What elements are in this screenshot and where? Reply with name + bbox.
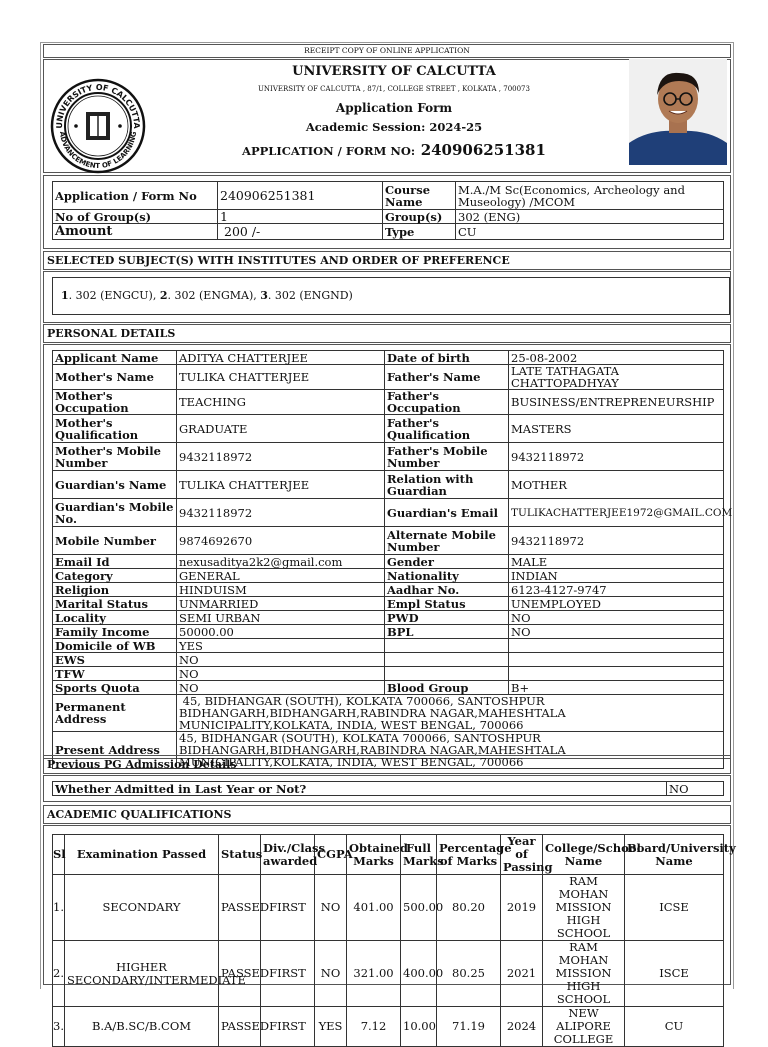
- form-number-label: APPLICATION / FORM NO:: [242, 144, 416, 158]
- field-value-right: LATE TATHAGATA CHATTOPADHYAY: [509, 365, 724, 390]
- academic-column-header: CGPA: [315, 835, 347, 875]
- group-value: 302 (ENG): [456, 210, 724, 224]
- field-label-right: Date of birth: [385, 351, 509, 365]
- field-label-right: Father's Qualification: [385, 415, 509, 443]
- academic-cell: SECONDARY: [65, 875, 219, 941]
- academic-column-header: Examination Passed: [65, 835, 219, 875]
- field-value-left: NO: [177, 667, 385, 681]
- receipt-page: [40, 42, 736, 1046]
- field-value-left: TULIKA CHATTERJEE: [177, 471, 385, 499]
- personal-row: [53, 625, 724, 639]
- academic-cell: 2019: [501, 875, 543, 941]
- field-value-left: SEMI URBAN: [177, 611, 385, 625]
- field-value-right: [509, 653, 724, 667]
- personal-row: [53, 351, 724, 365]
- field-label-left: EWS: [53, 653, 177, 667]
- header-text: [164, 64, 624, 159]
- academic-cell: FIRST: [261, 875, 315, 941]
- field-value-left: TULIKA CHATTERJEE: [177, 365, 385, 390]
- prev-pg-block: [43, 775, 731, 802]
- university-address: UNIVERSITY OF CALCUTTA , 87/1, COLLEGE STREET , KOLKATA , 700073: [258, 85, 530, 93]
- academic-row: [53, 1007, 724, 1047]
- course-label: Course Name: [383, 182, 456, 210]
- academic-table: [52, 834, 736, 1047]
- field-label-right: Father's Name: [385, 365, 509, 390]
- prev-pg-answer: NO: [667, 782, 724, 796]
- field-label-right: Alternate Mobile Number: [385, 527, 509, 555]
- field-value-left: GRADUATE: [177, 415, 385, 443]
- field-label-right: Nationality: [385, 569, 509, 583]
- subjects-list: [52, 277, 730, 315]
- personal-row: [53, 471, 724, 499]
- field-value-right: [509, 639, 724, 653]
- groups-count-label: No of Group(s): [53, 210, 218, 224]
- personal-row: [53, 555, 724, 569]
- personal-row: [53, 569, 724, 583]
- field-label-left: Marital Status: [53, 597, 177, 611]
- app-no-label: Application / Form No: [53, 182, 218, 210]
- academic-cell: YES: [315, 1007, 347, 1047]
- field-label-left: Applicant Name: [53, 351, 177, 365]
- academic-header-row: [53, 835, 724, 875]
- field-value-left: HINDUISM: [177, 583, 385, 597]
- academic-column-header: College/School Name: [543, 835, 625, 875]
- applicant-photo: [629, 59, 727, 165]
- academic-row: [53, 941, 724, 1007]
- field-value-right: UNEMPLOYED: [509, 597, 724, 611]
- receipt-caption: RECEIPT COPY OF ONLINE APPLICATION: [304, 46, 470, 55]
- personal-row: [53, 639, 724, 653]
- pref-1-subject: . 302 (ENGCU),: [68, 289, 160, 302]
- field-value-right: TULIKACHATTERJEE1972@GMAIL.COM: [509, 499, 724, 527]
- field-value-left: ADITYA CHATTERJEE: [177, 351, 385, 365]
- amount-label: Amount: [53, 224, 218, 240]
- academic-column-header: Year of Passing: [501, 835, 543, 875]
- present-address-label: Present Address: [53, 732, 177, 769]
- personal-row: [53, 499, 724, 527]
- personal-row: [53, 681, 724, 695]
- academic-cell: 10.00: [401, 1007, 437, 1047]
- field-value-left: nexusaditya2k2@gmail.com: [177, 555, 385, 569]
- permanent-address-label: Permanent Address: [53, 695, 177, 732]
- academic-cell: PASSED: [219, 1007, 261, 1047]
- field-label-left: Guardian's Name: [53, 471, 177, 499]
- pref-3-number: 3: [260, 289, 268, 302]
- academic-cell: 321.00: [347, 941, 401, 1007]
- pref-3-subject: . 302 (ENGND): [267, 289, 353, 302]
- academic-cell: RAM MOHAN MISSION HIGH SCHOOL: [543, 941, 625, 1007]
- field-label-right: [385, 653, 509, 667]
- field-label-right: Aadhar No.: [385, 583, 509, 597]
- personal-row: [53, 443, 724, 471]
- academic-cell: 71.19: [437, 1007, 501, 1047]
- field-label-left: Mother's Name: [53, 365, 177, 390]
- field-label-left: Family Income: [53, 625, 177, 639]
- app-no-value: 240906251381: [218, 182, 383, 210]
- svg-text:ADVANCEMENT OF LEARNING: ADVANCEMENT OF LEARNING: [57, 131, 139, 171]
- field-value-right: INDIAN: [509, 569, 724, 583]
- university-seal: [50, 78, 146, 174]
- field-label-left: Sports Quota: [53, 681, 177, 695]
- applicant-photo-image: [629, 59, 727, 165]
- personal-rows: [53, 350, 733, 769]
- personal-row: [53, 365, 724, 390]
- field-label-left: Domicile of WB: [53, 639, 177, 653]
- prev-pg-heading: Previous PG Admission Details: [47, 758, 237, 771]
- pref-1-number: 1: [61, 289, 69, 302]
- field-label-right: Blood Group: [385, 681, 509, 695]
- academic-column-header: Status: [219, 835, 261, 875]
- field-value-left: GENERAL: [177, 569, 385, 583]
- academic-cell: PASSED: [219, 875, 261, 941]
- academic-cell: 400.00: [401, 941, 437, 1007]
- personal-row: [53, 653, 724, 667]
- academic-cell: 3.: [53, 1007, 65, 1047]
- field-value-left: UNMARRIED: [177, 597, 385, 611]
- form-title: Application Form: [335, 101, 453, 115]
- academic-cell: NO: [315, 941, 347, 1007]
- field-value-right: MALE: [509, 555, 724, 569]
- academic-heading: ACADEMIC QUALIFICATIONS: [47, 808, 232, 821]
- academic-row: [53, 875, 724, 941]
- field-value-right: 25-08-2002: [509, 351, 724, 365]
- field-value-left: YES: [177, 639, 385, 653]
- prev-pg-question: Whether Admitted in Last Year or Not?: [53, 782, 667, 796]
- field-label-left: Mobile Number: [53, 527, 177, 555]
- personal-row: [53, 667, 724, 681]
- university-name: UNIVERSITY OF CALCUTTA: [292, 64, 496, 79]
- field-label-right: Father's Occupation: [385, 390, 509, 415]
- subjects-heading: SELECTED SUBJECT(S) WITH INSTITUTES AND ORDER OF PREFERENCE: [47, 254, 510, 267]
- academic-cell: 401.00: [347, 875, 401, 941]
- university-seal-icon: [50, 78, 146, 174]
- academic-cell: 7.12: [347, 1007, 401, 1047]
- field-value-right: NO: [509, 611, 724, 625]
- pref-2-subject: . 302 (ENGMA),: [167, 289, 261, 302]
- field-value-left: 50000.00: [177, 625, 385, 639]
- academic-cell: ISCE: [625, 941, 724, 1007]
- field-label-left: Category: [53, 569, 177, 583]
- type-value: CU: [456, 224, 724, 240]
- academic-rows: [53, 875, 724, 1047]
- field-value-right: [509, 667, 724, 681]
- field-value-right: MOTHER: [509, 471, 724, 499]
- summary-table: [52, 181, 724, 240]
- personal-heading: PERSONAL DETAILS: [47, 327, 176, 340]
- academic-cell: RAM MOHAN MISSION HIGH SCHOOL: [543, 875, 625, 941]
- personal-row: [53, 597, 724, 611]
- field-value-right: 6123-4127-9747: [509, 583, 724, 597]
- field-label-left: Guardian's Mobile No.: [53, 499, 177, 527]
- academic-cell: 2024: [501, 1007, 543, 1047]
- summary-block: [43, 175, 731, 249]
- academic-cell: PASSED: [219, 941, 261, 1007]
- personal-row: [53, 390, 724, 415]
- field-value-left: 9432118972: [177, 443, 385, 471]
- field-label-right: BPL: [385, 625, 509, 639]
- prev-pg-table: [52, 781, 724, 796]
- academic-cell: 1.: [53, 875, 65, 941]
- field-value-right: 9432118972: [509, 443, 724, 471]
- prev-pg-heading-bar: [43, 755, 731, 774]
- field-value-left: 9432118972: [177, 499, 385, 527]
- field-label-right: [385, 639, 509, 653]
- academic-cell: 2021: [501, 941, 543, 1007]
- field-label-left: Mother's Occupation: [53, 390, 177, 415]
- field-label-right: [385, 667, 509, 681]
- field-label-left: Religion: [53, 583, 177, 597]
- permanent-address-row: [53, 695, 724, 732]
- field-label-right: Gender: [385, 555, 509, 569]
- group-label: Group(s): [383, 210, 456, 224]
- academic-cell: NEW ALIPORE COLLEGE: [543, 1007, 625, 1047]
- course-value: M.A./M Sc(Economics, Archeology and Museology) /MCOM: [456, 182, 724, 210]
- field-value-right: NO: [509, 625, 724, 639]
- header-block: [43, 59, 731, 173]
- personal-table: [52, 350, 733, 769]
- academic-cell: 2.: [53, 941, 65, 1007]
- field-value-left: 9874692670: [177, 527, 385, 555]
- academic-block: [43, 825, 736, 1046]
- present-address-value: 45, BIDHANGAR (SOUTH), KOLKATA 700066, SANTOSHPUR BIDHANGARH,BIDHANGARH,RABINDRA NAGAR,MAHESHTALA MUNICIPALITY,KOLKATA, INDIA, WEST BENGAL, 700066: [177, 732, 724, 769]
- academic-cell: FIRST: [261, 1007, 315, 1047]
- field-label-left: Locality: [53, 611, 177, 625]
- academic-session: Academic Session: 2024-25: [305, 120, 483, 134]
- groups-count-value: 1: [218, 210, 383, 224]
- permanent-address-value: 45, BIDHANGAR (SOUTH), KOLKATA 700066, SANTOSHPUR BIDHANGARH,BIDHANGARH,RABINDRA NAGAR,MAHESHTALA MUNICIPALITY,KOLKATA, INDIA, WEST BENGAL, 700066: [177, 695, 724, 732]
- personal-heading-bar: [43, 324, 731, 343]
- field-value-left: NO: [177, 653, 385, 667]
- academic-column-header: Sl: [53, 835, 65, 875]
- field-label-right: Father's Mobile Number: [385, 443, 509, 471]
- academic-column-header: Obtained Marks: [347, 835, 401, 875]
- form-number-line: [164, 140, 624, 159]
- academic-cell: CU: [625, 1007, 724, 1047]
- field-value-right: 9432118972: [509, 527, 724, 555]
- academic-cell: 500.00: [401, 875, 437, 941]
- field-value-left: TEACHING: [177, 390, 385, 415]
- svg-text:UNIVERSITY OF CALCUTTA: UNIVERSITY OF CALCUTTA: [54, 82, 142, 129]
- academic-cell: ICSE: [625, 875, 724, 941]
- field-label-left: Email Id: [53, 555, 177, 569]
- personal-row: [53, 611, 724, 625]
- field-value-right: BUSINESS/ENTREPRENEURSHIP: [509, 390, 724, 415]
- subjects-heading-bar: [43, 251, 731, 270]
- field-value-right: B+: [509, 681, 724, 695]
- academic-column-header: Div./Class awarded: [261, 835, 315, 875]
- academic-column-header: Full Marks: [401, 835, 437, 875]
- academic-cell: 80.25: [437, 941, 501, 1007]
- subjects-block: [43, 271, 731, 323]
- personal-row: [53, 415, 724, 443]
- field-label-left: Mother's Mobile Number: [53, 443, 177, 471]
- type-label: Type: [383, 224, 456, 240]
- academic-column-header: Board/University Name: [625, 835, 724, 875]
- academic-cell: HIGHER SECONDARY/INTERMEDIATE: [65, 941, 219, 1007]
- amount-value: 200 /-: [218, 224, 383, 240]
- academic-cell: NO: [315, 875, 347, 941]
- academic-heading-bar: [43, 805, 731, 824]
- field-value-right: MASTERS: [509, 415, 724, 443]
- academic-column-header: Percentage of Marks: [437, 835, 501, 875]
- field-label-right: PWD: [385, 611, 509, 625]
- field-label-right: Guardian's Email: [385, 499, 509, 527]
- pref-2-number: 2: [159, 289, 168, 302]
- field-label-right: Relation with Guardian: [385, 471, 509, 499]
- field-value-left: NO: [177, 681, 385, 695]
- personal-row: [53, 527, 724, 555]
- form-number-value: 240906251381: [420, 141, 546, 159]
- field-label-left: Mother's Qualification: [53, 415, 177, 443]
- academic-cell: 80.20: [437, 875, 501, 941]
- receipt-caption-bar: [43, 44, 731, 58]
- academic-cell: FIRST: [261, 941, 315, 1007]
- field-label-right: Empl Status: [385, 597, 509, 611]
- personal-row: [53, 583, 724, 597]
- field-label-left: TFW: [53, 667, 177, 681]
- academic-cell: B.A/B.SC/B.COM: [65, 1007, 219, 1047]
